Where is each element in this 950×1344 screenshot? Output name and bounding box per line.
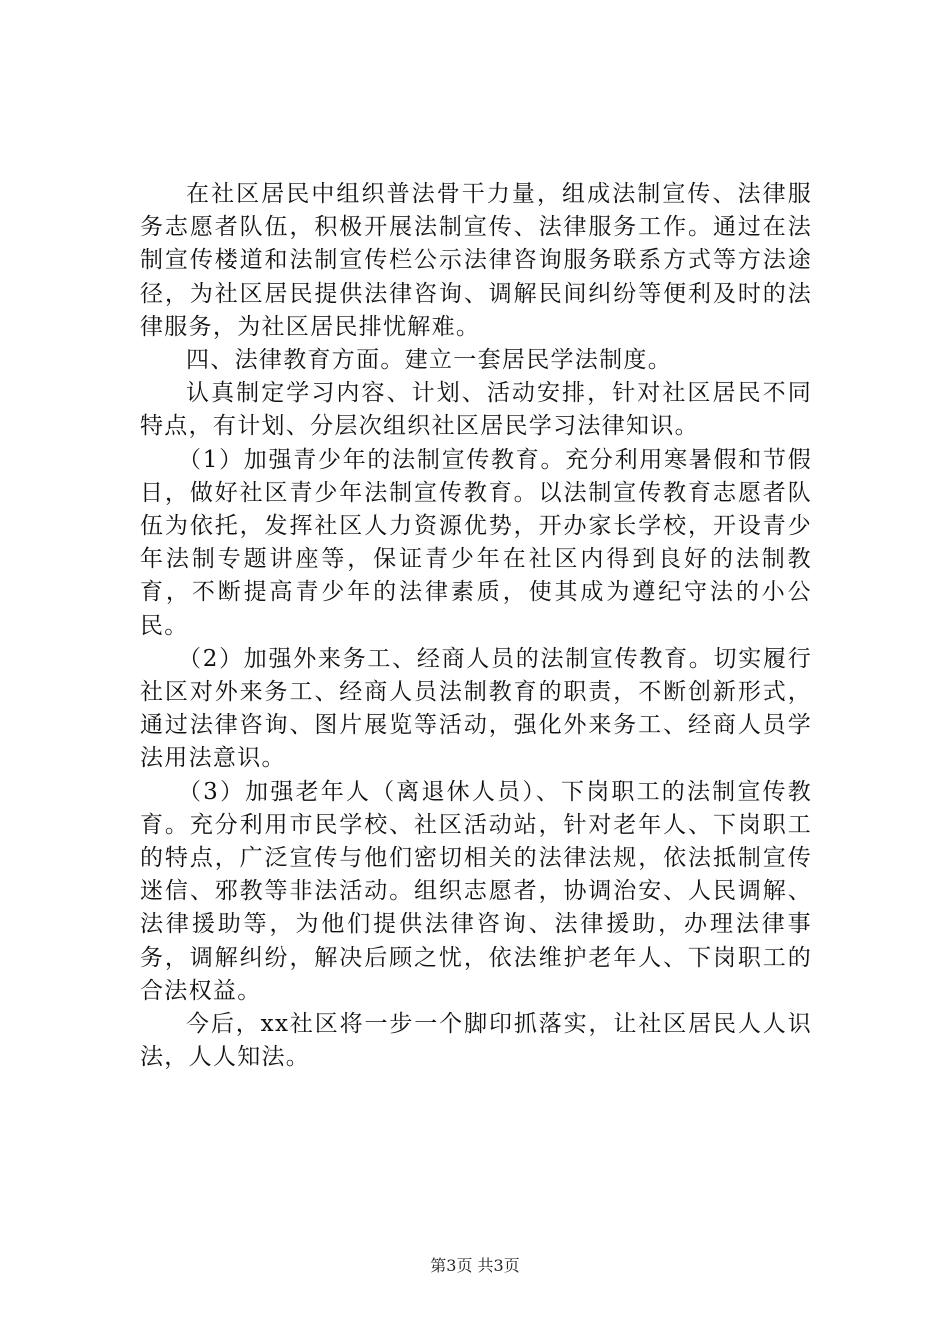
paragraph-study-plan: 认真制定学习内容、计划、活动安排，针对社区居民不同特点，有计划、分层次组织社区居民学习法律知识。 [140, 380, 812, 440]
paragraph-elderly-education: （3）加强老年人（离退休人员）、下岗职工的法制宣传教育。充分利用市民学校、社区活动站，针对老年人、下岗职工的特点，广泛宣传与他们密切相关的法律法规，依法抵制宣传迷信、邪教等非法活动。组织志愿者，协调治安、人民调解、法律援助等，为他们提供法律咨询、法律援助，办理法律事务，调解纠纷，解决后顾之忧，依法维护老年人、下岗职工的合法权益。 [140, 778, 812, 1004]
section-heading-legal-education: 四、法律教育方面。建立一套居民学法制度。 [186, 347, 672, 374]
page-footer: 第3页 共3页 [430, 1256, 520, 1275]
paragraph-legal-service-volunteers: 在社区居民中组织普法骨干力量，组成法制宣传、法律服务志愿者队伍，积极开展法制宣传、法律服务工作。通过在法制宣传楼道和法制宣传栏公示法律咨询服务联系方式等方法途径，为社区居民提供法律咨询、调解民间纠纷等便利及时的法律服务，为社区居民排忧解难。 [140, 181, 812, 340]
document-body [140, 178, 812, 1074]
paragraph-migrant-worker-education: （2）加强外来务工、经商人员的法制宣传教育。切实履行社区对外来务工、经商人员法制教育的职责，不断创新形式，通过法律咨询、图片展览等活动，强化外来务工、经商人员学法用法意识。 [140, 645, 812, 772]
paragraph-conclusion: 今后，xx社区将一步一个脚印抓落实，让社区居民人人识法，人人知法。 [140, 1011, 812, 1071]
paragraph-youth-education: （1）加强青少年的法制宣传教育。充分利用寒暑假和节假日，做好社区青少年法制宣传教育。以法制宣传教育志愿者队伍为依托，发挥社区人力资源优势，开办家长学校，开设青少年法制专题讲座等，保证青少年在社区内得到良好的法制教育，不断提高青少年的法律素质，使其成为遵纪守法的小公民。 [140, 446, 812, 639]
